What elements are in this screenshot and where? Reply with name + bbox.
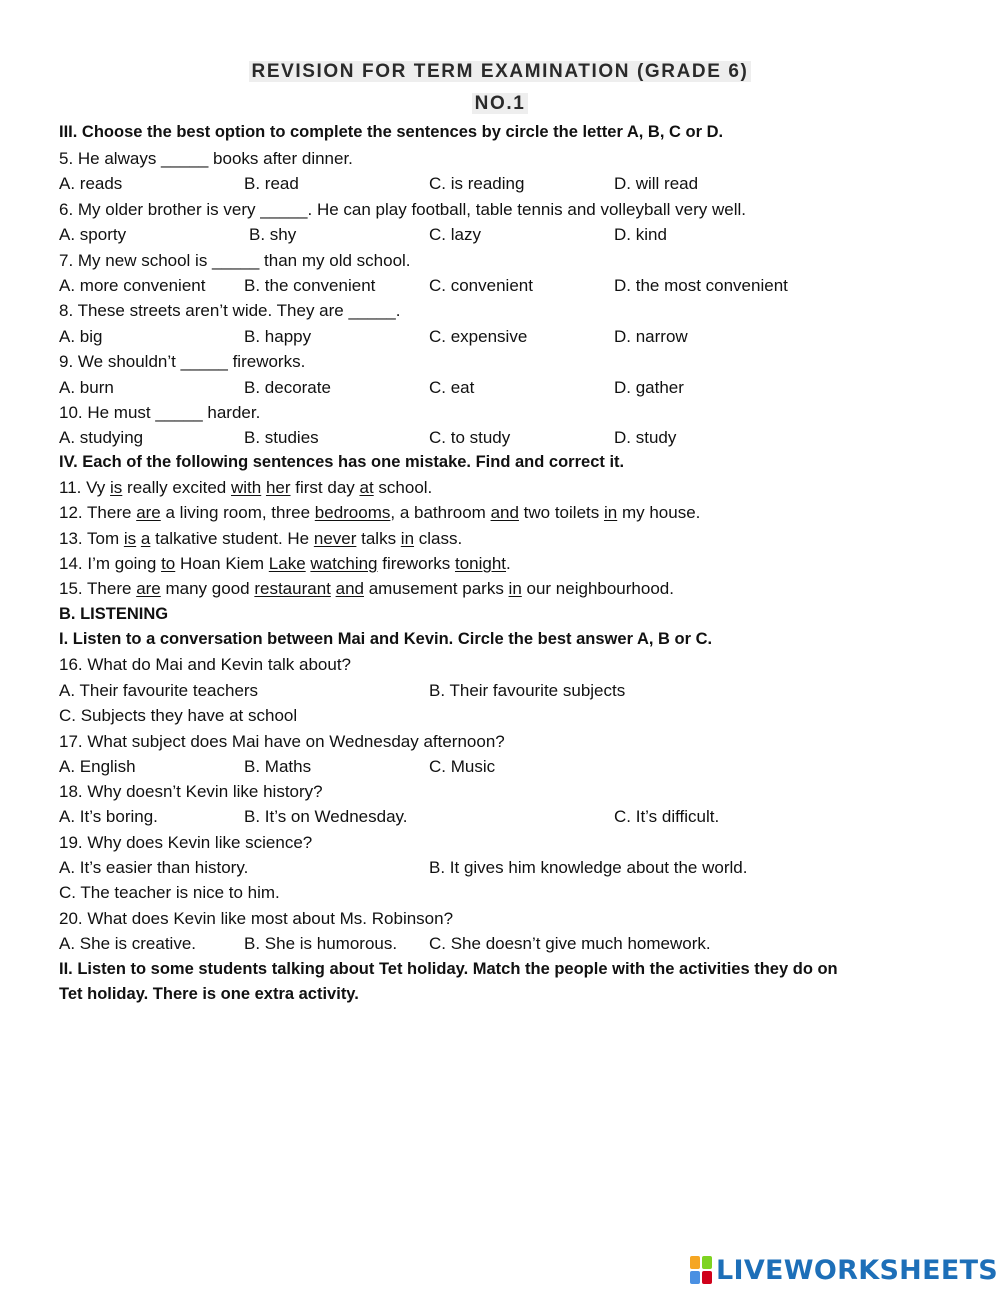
options-10 [59,425,979,450]
option-8-d[interactable]: D. narrow [614,327,688,346]
option-18-b[interactable]: B. It’s on Wednesday. [244,807,408,826]
option-9-a[interactable]: A. burn [59,378,114,397]
listening-part2-heading-line1: II. Listen to some students talking about Tet holiday. Match the people with the activities they do on [59,960,838,978]
underlined-word[interactable]: her [265,478,291,497]
options-16-c-row [59,703,979,728]
section-3-heading: III. Choose the best option to complete the sentences by circle the letter A, B, C or D. [59,123,724,141]
question-18: 18. Why doesn’t Kevin like history? [59,782,323,801]
option-16-b[interactable]: B. Their favourite subjects [429,681,626,700]
sentence-text: first day [290,478,360,497]
options-16 [59,678,979,703]
question-10: 10. He must _____ harder. [59,403,261,422]
option-5-d[interactable]: D. will read [614,174,699,193]
sentence-text: , a bathroom [390,503,491,522]
underlined-word[interactable]: in [400,529,415,548]
option-17-a[interactable]: A. English [59,757,136,776]
liveworksheets-mark-icon [690,1256,712,1284]
underlined-word[interactable]: a [140,529,151,548]
option-10-d[interactable]: D. study [614,428,677,447]
question-5: 5. He always _____ books after dinner. [59,149,353,168]
option-8-a[interactable]: A. big [59,327,103,346]
question-7: 7. My new school is _____ than my old school. [59,251,411,270]
worksheet-subtitle: NO.1 [0,93,1000,115]
underlined-word[interactable]: in [603,503,618,522]
option-20-c[interactable]: C. She doesn’t give much homework. [429,934,711,953]
option-8-b[interactable]: B. happy [244,327,312,346]
underlined-word[interactable]: and [490,503,519,522]
option-19-a[interactable]: A. It’s easier than history. [59,858,249,877]
section-4-heading: IV. Each of the following sentences has one mistake. Find and correct it. [59,453,625,471]
sentence-text: 13. Tom [59,529,124,548]
option-20-a[interactable]: A. She is creative. [59,934,197,953]
underlined-word[interactable]: at [359,478,374,497]
sentence-text: school. [373,478,433,497]
options-9 [59,375,979,400]
underlined-word[interactable]: is [110,478,123,497]
option-9-c[interactable]: C. eat [429,378,475,397]
option-5-a[interactable]: A. reads [59,174,123,193]
option-9-d[interactable]: D. gather [614,378,684,397]
option-5-c[interactable]: C. is reading [429,174,525,193]
sentence-text: 14. I’m going [59,554,162,573]
sentence-text: 11. Vy [59,478,111,497]
sentence-text: a living room, three [160,503,315,522]
mistake-sentence-14 [59,551,979,576]
option-9-b[interactable]: B. decorate [244,378,331,397]
mistake-sentence-12 [59,500,979,525]
mistake-sentence-15 [59,576,979,601]
sentence-text: class. [414,529,463,548]
option-19-b[interactable]: B. It gives him knowledge about the world. [429,858,748,877]
sentence-text: two toilets [518,503,604,522]
underlined-word[interactable]: never [313,529,357,548]
option-10-c[interactable]: C. to study [429,428,511,447]
underlined-word[interactable]: restaurant [254,579,331,598]
sentence-text: talkative student. He [150,529,314,548]
options-17 [59,754,979,779]
option-17-c[interactable]: C. Music [429,757,496,776]
option-7-d[interactable]: D. the most convenient [614,276,788,295]
option-20-b[interactable]: B. She is humorous. [244,934,398,953]
option-7-c[interactable]: C. convenient [429,276,533,295]
options-7 [59,273,979,298]
underlined-word[interactable]: with [230,478,262,497]
option-6-a[interactable]: A. sporty [59,225,127,244]
sentence-text: our neighbourhood. [521,579,674,598]
question-17: 17. What subject does Mai have on Wednesday afternoon? [59,732,505,751]
question-8: 8. These streets aren’t wide. They are _____. [59,301,401,320]
sentence-text: amusement parks [363,579,509,598]
option-6-d[interactable]: D. kind [614,225,667,244]
option-10-b[interactable]: B. studies [244,428,319,447]
listening-heading: B. LISTENING [59,605,169,623]
question-20: 20. What does Kevin like most about Ms. Robinson? [59,909,454,928]
question-6: 6. My older brother is very _____. He can play football, table tennis and volleyball very well. [59,200,746,219]
listening-part1-heading: I. Listen to a conversation between Mai and Kevin. Circle the best answer A, B or C. [59,630,713,648]
option-7-b[interactable]: B. the convenient [244,276,376,295]
options-20 [59,931,979,956]
options-5 [59,171,979,196]
underlined-word[interactable]: bedrooms [314,503,391,522]
options-19-c-row [59,880,979,905]
underlined-word[interactable]: Lake [268,554,306,573]
underlined-word[interactable]: watching [310,554,378,573]
option-7-a[interactable]: A. more convenient [59,276,206,295]
sentence-text: my house. [617,503,701,522]
option-19-c[interactable]: C. The teacher is nice to him. [59,883,280,902]
sentence-text: fireworks [377,554,455,573]
worksheet-title: REVISION FOR TERM EXAMINATION (GRADE 6) [0,61,1000,83]
sentence-text: really excited [122,478,231,497]
question-16: 16. What do Mai and Kevin talk about? [59,655,352,674]
liveworksheets-logo[interactable] [690,1252,998,1288]
option-18-a[interactable]: A. It’s boring. [59,807,158,826]
underlined-word[interactable]: tonight [454,554,507,573]
underlined-word[interactable]: and [335,579,364,598]
sentence-text: many good [160,579,255,598]
option-10-a[interactable]: A. studying [59,428,144,447]
sentence-text: Hoan Kiem [175,554,269,573]
underlined-word[interactable]: to [161,554,176,573]
options-8 [59,324,979,349]
sentence-text: talks [356,529,401,548]
question-19: 19. Why does Kevin like science? [59,833,313,852]
question-9: 9. We shouldn’t _____ fireworks. [59,352,306,371]
mistake-sentence-13 [59,526,979,551]
option-6-b[interactable]: B. shy [249,225,297,244]
option-18-c[interactable]: C. It’s difficult. [614,807,720,826]
underlined-word[interactable]: in [508,579,522,598]
options-18 [59,804,979,829]
options-19 [59,855,979,880]
option-8-c[interactable]: C. expensive [429,327,528,346]
underlined-word[interactable]: is [123,529,137,548]
option-6-c[interactable]: C. lazy [429,225,481,244]
sentence-text: 15. There [59,579,137,598]
option-16-c[interactable]: C. Subjects they have at school [59,706,298,725]
options-6 [59,222,979,247]
liveworksheets-logo-text: LIVEWORKSHEETS [716,1254,999,1286]
sentence-text: . [506,554,511,573]
sentence-text: 12. There [59,503,137,522]
mistake-sentence-11 [59,475,979,500]
underlined-word[interactable]: are [136,503,161,522]
option-16-a[interactable]: A. Their favourite teachers [59,681,259,700]
option-17-b[interactable]: B. Maths [244,757,312,776]
option-5-b[interactable]: B. read [244,174,299,193]
listening-part2-heading-line2: Tet holiday. There is one extra activity. [59,985,359,1003]
underlined-word[interactable]: are [136,579,161,598]
